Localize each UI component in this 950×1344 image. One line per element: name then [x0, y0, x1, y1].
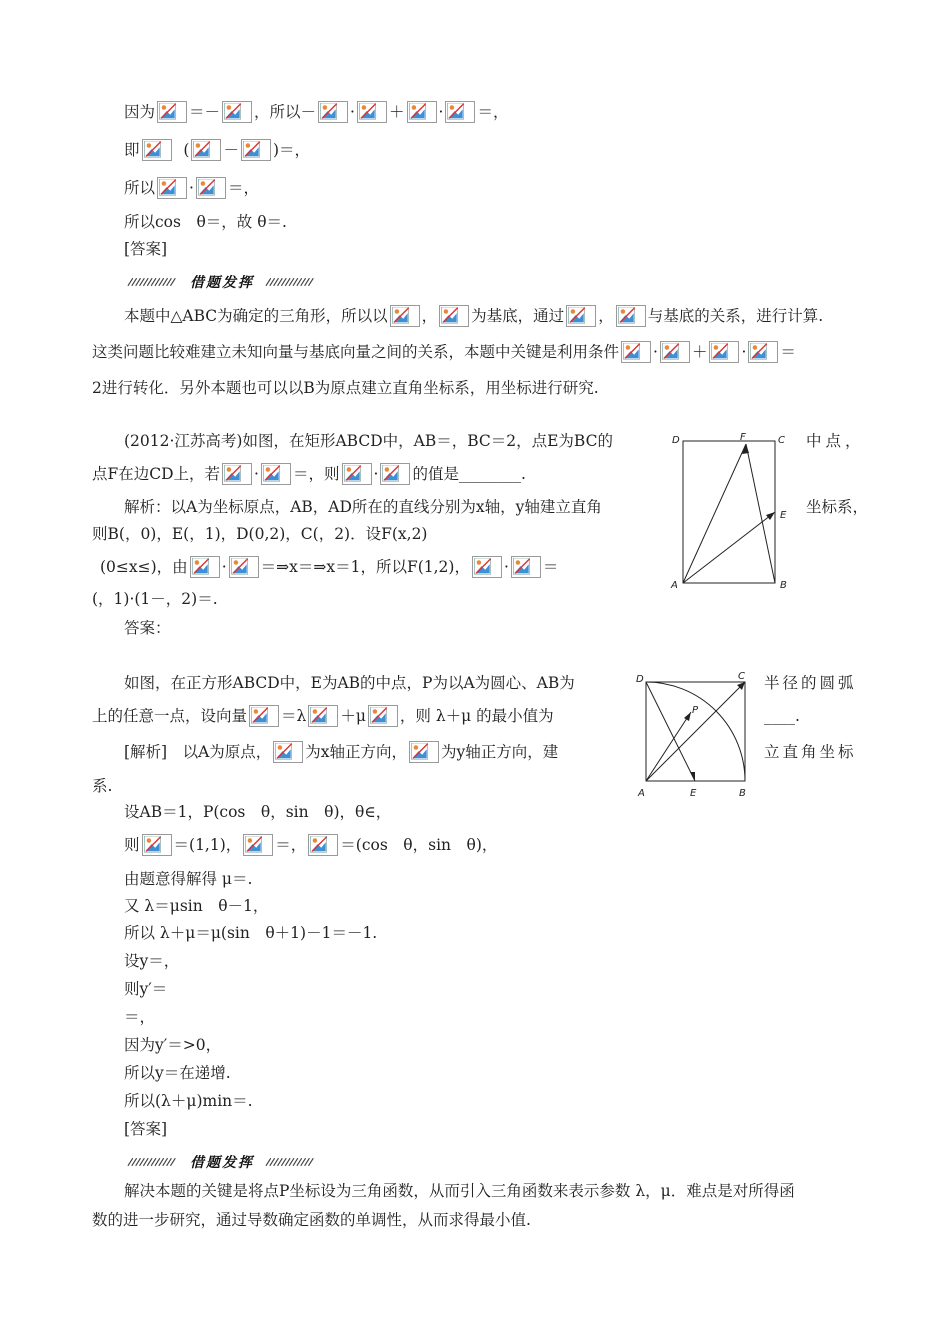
text: ＝(cos θ，sin θ)，: [340, 836, 498, 854]
text: (: [183, 141, 190, 159]
broken-image-icon: [273, 741, 303, 763]
equation-line-3: [124, 177, 259, 199]
broken-image-icon: [342, 463, 372, 485]
broken-image-icon: [157, 101, 187, 123]
solution-line-continued: 坐标系，: [806, 498, 869, 516]
solution-line: (，1)·(1－，2)＝.: [92, 590, 218, 608]
paragraph-line: 2进行转化．另外本题也可以以B为原点建立直角坐标系，用坐标进行研究.: [92, 379, 599, 397]
solution-line: 由题意得解得 μ＝.: [124, 870, 253, 888]
solution-line: [100, 556, 558, 578]
broken-image-icon: [445, 101, 475, 123]
text: 上的任意一点，设向量: [92, 707, 248, 725]
text: 本题中△ABC为确定的三角形，所以以: [124, 307, 388, 325]
broken-image-icon: [249, 705, 279, 727]
text: 所以: [124, 179, 156, 197]
text: ·: [189, 179, 194, 197]
broken-image-icon: [308, 834, 338, 856]
answer-blank: ____.: [764, 707, 800, 725]
text: ＝: [780, 343, 796, 361]
broken-image-icon: [748, 341, 778, 363]
text: ，: [421, 307, 438, 325]
problem-line: [92, 463, 526, 485]
solution-line: 设y＝，: [124, 952, 180, 970]
problem-line-continued: 中点，: [806, 432, 865, 450]
text: )＝，: [272, 141, 311, 159]
broken-image-icon: [390, 305, 420, 327]
text: ＝，则: [292, 465, 340, 483]
broken-image-icon: [472, 556, 502, 578]
paragraph-line: 数的进一步研究，通过导数确定函数的单调性，从而求得最小值.: [92, 1211, 531, 1229]
text: 这类问题比较难建立未知向量与基底向量之间的关系，本题中关键是利用条件: [92, 343, 620, 361]
solution-line: [124, 741, 558, 763]
solution-line: 则B(，0)，E(，1)，D(0,2)，C(，2)．设F(x,2): [92, 525, 428, 543]
broken-image-icon: [190, 556, 220, 578]
vertex-label-b: B: [739, 788, 746, 799]
text: 即: [124, 141, 140, 159]
vertex-label-a: A: [671, 580, 678, 590]
vertex-label-b: B: [780, 580, 787, 590]
solution-line: 所以(λ＋μ)min＝.: [124, 1092, 253, 1110]
text: ＝(1,1)，: [173, 836, 242, 854]
text: ＝，: [275, 836, 307, 854]
text: ＝，: [227, 179, 259, 197]
text: ＋: [388, 103, 405, 121]
text: ·: [503, 558, 509, 576]
text: 为y轴正方向，建: [441, 743, 559, 761]
text: ·: [653, 343, 658, 361]
broken-image-icon: [191, 139, 221, 161]
broken-image-icon: [380, 463, 410, 485]
section-header-title: 借题发挥: [190, 275, 254, 291]
solution-line: 系.: [92, 777, 113, 795]
broken-image-icon: [318, 101, 348, 123]
text: ·: [373, 465, 379, 483]
broken-image-icon: [409, 741, 439, 763]
text: 与基底的关系，进行计算.: [647, 307, 824, 325]
section-header-title: 借题发挥: [190, 1155, 254, 1171]
broken-image-icon: [439, 305, 469, 327]
solution-line: ＝，: [124, 1008, 156, 1026]
slash-ornament-icon: [264, 277, 322, 287]
slash-ornament-icon: [126, 277, 184, 287]
solution-line-continued: 立直角坐标: [764, 743, 857, 761]
text: ＝－: [189, 103, 221, 121]
section-header: [126, 272, 266, 290]
broken-image-icon: [511, 556, 541, 578]
text: ＋μ: [340, 707, 366, 725]
broken-image-icon: [566, 305, 596, 327]
text: 因为: [124, 103, 156, 121]
paragraph-line: 解决本题的关键是将点P坐标设为三角函数，从而引入三角函数来表示参数 λ，μ．难点是对所得函: [124, 1182, 795, 1200]
broken-image-icon: [222, 101, 252, 123]
solution-line: 则y′＝: [124, 980, 168, 998]
text: ＝λ: [281, 707, 307, 725]
broken-image-icon: [660, 341, 690, 363]
rectangle-figure: [668, 430, 796, 590]
answer-label: [答案]: [124, 240, 168, 258]
vertex-label-d: D: [636, 674, 644, 685]
vertex-label-c: C: [778, 435, 785, 446]
broken-image-icon: [229, 556, 259, 578]
broken-image-icon: [142, 139, 172, 161]
answer-label: 答案：: [124, 619, 171, 637]
slash-ornament-icon: [264, 1157, 322, 1167]
broken-image-icon: [308, 705, 338, 727]
text: 的值是________.: [412, 465, 526, 483]
broken-image-icon: [616, 305, 646, 327]
broken-image-icon: [357, 101, 387, 123]
solution-line: 又 λ＝μsin θ－1，: [124, 897, 269, 915]
solution-line: 所以 λ＋μ＝μ(sin θ＋1)－1＝－1.: [124, 924, 378, 942]
text: ·: [221, 558, 227, 576]
point-label-e: E: [690, 788, 697, 799]
slash-ornament-icon: [126, 1157, 184, 1167]
broken-image-icon: [157, 177, 187, 199]
solution-line: 因为y′＝>0，: [124, 1036, 222, 1054]
text: ·: [438, 103, 444, 121]
text: ＝，: [477, 103, 509, 121]
broken-image-icon: [241, 139, 271, 161]
text: －: [223, 141, 239, 159]
solution-line: 所以y＝在递增.: [124, 1064, 231, 1082]
broken-image-icon: [368, 705, 398, 727]
text: ＋: [691, 343, 708, 361]
text: 点F在边CD上，若: [92, 465, 221, 483]
vertex-label-c: C: [738, 671, 745, 682]
text: ，所以－: [254, 103, 317, 121]
equation-line-1: [124, 101, 508, 123]
text: ，: [598, 307, 614, 325]
problem-line-continued: 半径的圆弧: [764, 674, 857, 692]
broken-image-icon: [196, 177, 226, 199]
broken-image-icon: [621, 341, 651, 363]
problem-line: [92, 705, 554, 727]
solution-line: 解析：以A为坐标原点，AB，AD所在的直线分别为x轴，y轴建立直角: [124, 498, 602, 516]
vertex-label-f: F: [740, 432, 746, 443]
solution-line: [124, 834, 497, 856]
broken-image-icon: [222, 463, 252, 485]
answer-label: [答案]: [124, 1120, 168, 1138]
broken-image-icon: [709, 341, 739, 363]
broken-image-icon: [261, 463, 291, 485]
text: 则: [124, 836, 140, 854]
text: 为基底，通过: [471, 307, 565, 325]
problem-line: 如图，在正方形ABCD中，E为AB的中点，P为以A为圆心、AB为: [124, 674, 575, 692]
text: ＝⇒x＝⇒x＝1，所以F(1,2)，: [260, 558, 470, 576]
broken-image-icon: [142, 834, 172, 856]
point-label-p: P: [692, 705, 699, 716]
problem-line: (2012·江苏高考)如图，在矩形ABCD中，AB＝，BC＝2，点E为BC的: [124, 432, 613, 450]
text: [解析] 以A为原点，: [124, 743, 272, 761]
broken-image-icon: [243, 834, 273, 856]
text-line: 所以cos θ＝，故 θ＝.: [124, 213, 287, 231]
paragraph-line: [124, 305, 823, 327]
text: 为x轴正方向，: [305, 743, 408, 761]
vertex-label-d: D: [672, 435, 680, 446]
section-header: [126, 1152, 266, 1170]
text: (0≤x≤)，由: [100, 558, 188, 576]
square-arc-figure: [636, 670, 756, 802]
paragraph-line: [92, 341, 796, 363]
text: ＝: [542, 558, 559, 576]
text: ，则 λ＋μ 的最小值为: [399, 707, 554, 725]
equation-line-2: [124, 139, 310, 161]
text: ·: [741, 343, 747, 361]
text: ·: [254, 465, 259, 483]
vertex-label-a: A: [638, 788, 645, 799]
broken-image-icon: [407, 101, 437, 123]
vertex-label-e: E: [780, 510, 787, 521]
text: ·: [350, 103, 355, 121]
solution-line: 设AB＝1，P(cos θ，sin θ)，θ∈，: [124, 803, 392, 821]
